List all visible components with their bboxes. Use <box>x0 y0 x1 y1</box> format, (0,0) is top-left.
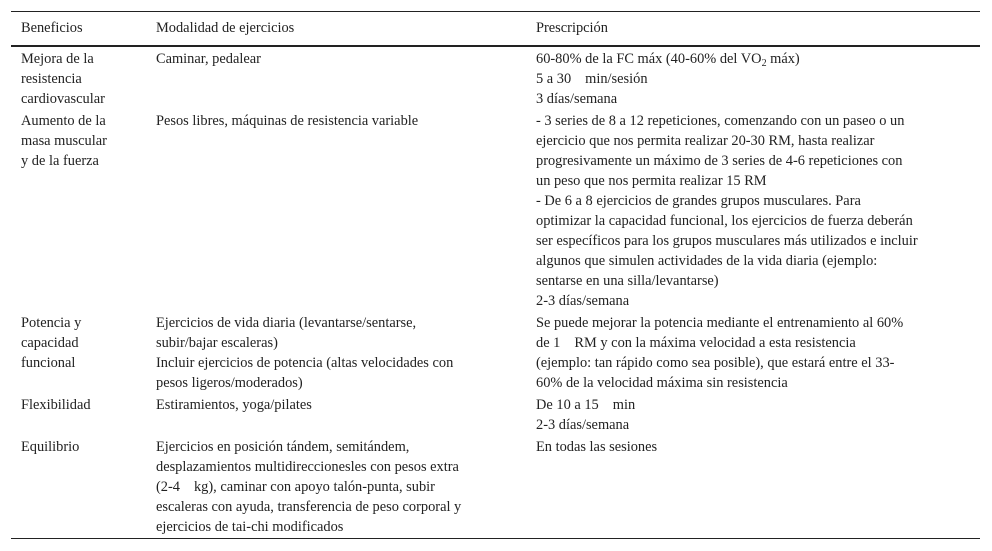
header-modality: Modalidad de ejercicios <box>146 12 526 47</box>
modality-cell: Ejercicios de vida diaria (levantarse/sentarse, subir/bajar escaleras) Incluir ejercicios de potencia (altas velocidades con pesos ligeros/moderados) <box>156 315 454 391</box>
prescription-cell: De 10 a 15 min 2-3 días/semana <box>536 397 636 433</box>
header-benefits: Beneficios <box>11 12 146 47</box>
table-row <box>11 46 980 110</box>
exercise-benefits-table <box>11 11 980 539</box>
benefit-cell: Flexibilidad <box>21 397 91 413</box>
benefit-cell: Mejora de la resistencia cardiovascular <box>21 51 105 107</box>
modality-cell: Pesos libres, máquinas de resistencia variable <box>156 113 419 129</box>
modality-cell: Estiramientos, yoga/pilates <box>156 397 312 413</box>
benefit-cell: Aumento de la masa muscular y de la fuerza <box>21 113 107 169</box>
header-prescription: Prescripción <box>526 12 980 47</box>
table-row <box>11 436 980 539</box>
table-row <box>11 110 980 312</box>
header-row <box>11 12 980 47</box>
table-row <box>11 312 980 394</box>
table-row <box>11 394 980 436</box>
benefit-cell: Equilibrio <box>11 436 146 539</box>
prescription-cell: 60-80% de la FC máx (40-60% del $VO_2$ máx) 5 a 30 min/sesión 3 días/semana <box>536 51 800 107</box>
benefit-cell: Potencia y capacidad funcional <box>21 315 82 371</box>
prescription-cell: - 3 series de 8 a 12 repeticiones, comenzando con un paseo o un ejercicio que nos permita realizar 20-30 RM, hasta realizar progresivamente un máximo de 3 series de 4-6 repeticiones con un peso que nos permita realizar 15 RM - De 6 a 8 ejercicios de grandes grupos musculares. Para optimizar la capacidad funcional, los ejercicios de fuerza deberán ser específicos para los grupos musculares más utilizados e incluir algunos que simulen actividades de la vida diaria (ejemplo: sentarse en una silla/levantarse) 2-3 días/semana <box>536 113 918 309</box>
modality-cell: Ejercicios en posición tándem, semitándem, desplazamientos multidireccionesles con pesos extra (2-4 kg), caminar con apoyo talón-punta, subir escaleras con ayuda, transferencia de peso corporal y ejercicios de tai-chi modificados <box>146 436 526 539</box>
prescription-cell: En todas las sesiones <box>526 436 980 539</box>
prescription-cell: Se puede mejorar la potencia mediante el entrenamiento al 60% de 1 RM y con la máxima velocidad a esta resistencia (ejemplo: tan rápido como sea posible), que estará entre el 33- 60% de la velocidad máxima sin resistencia <box>536 315 904 391</box>
modality-cell: Caminar, pedalear <box>156 51 261 67</box>
